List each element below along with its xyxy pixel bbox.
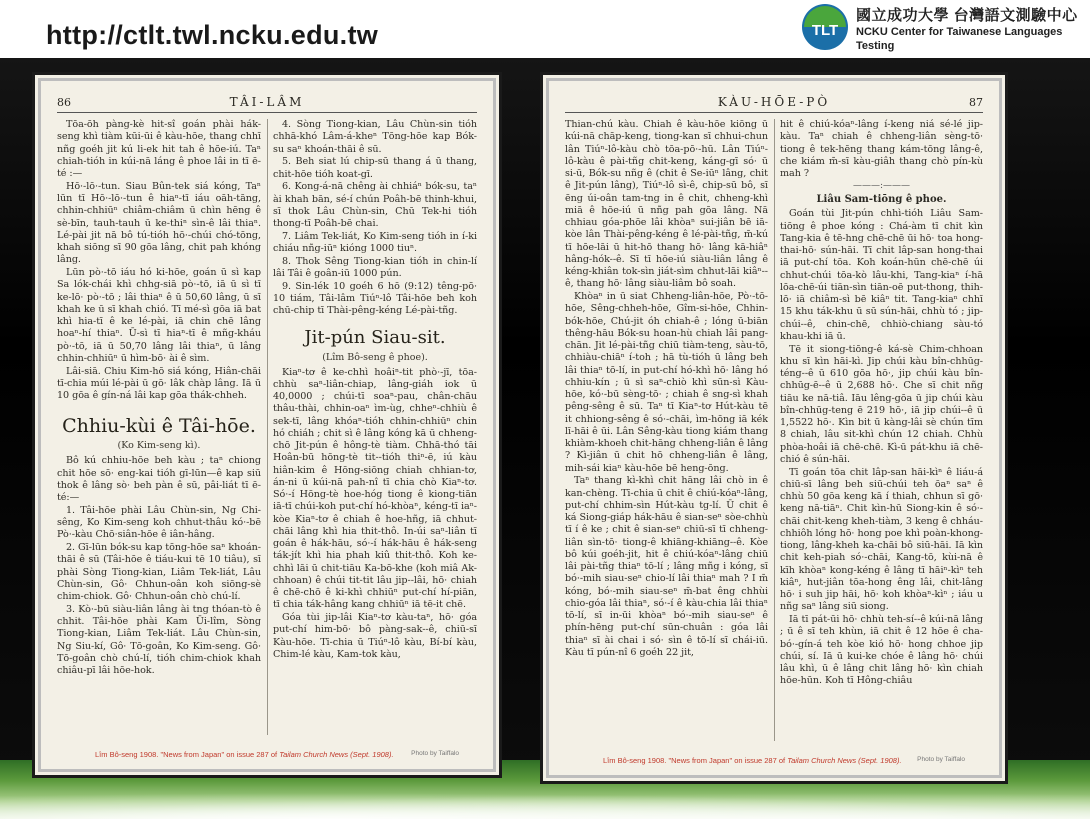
paragraph: Khòaⁿ in ū siat Chheng-liân-hōe, Pò·-tō-hōe, Sêng-chheh-hōe, Gîm-si-hōe, Chhin-bók-hōe, Chú-jit óh chiah-ê ; lóng ū-biān thêng-hāu Bók-su hoan-hù chiah lâi pang-chān. Jit lé-pài-tñg chiū tiàm-teng, sàu-tō, chhiàu-chiāⁿ í-toh ; hā tù-tióh ū lâng beh lâi thiaⁿ tō-lí, in put-chí hó-khì hō· lâng hó chhiu-kín ; ū sì saⁿ-chiò khì sūn-sì Kàu-hōe, kó·-bū sèng-tō· ; chiah ê sng-sì khah pêng-sêng ê sū. Taⁿ tī Kiaⁿ-tơ Hút-kàu tē it chhiong-sêng ê só·-chāi, ìm-hōng iā kék lī-hāi ê ūi. Lân Sêng-kàu tiong kiám thang khiàm-khoeh chit-hāng chheng-liân ê lâng ? Kì-jiân ū chit hō chheng-liân ê lâng, mih-sái kiaⁿ kàu-hōe bē heng-ōng. bbox=[565, 291, 768, 474]
ncku-logo-icon bbox=[800, 2, 850, 52]
paragraph: Kiaⁿ-tơ ê ke-chhì hoâiⁿ-tit phò·-jī, tōa-chhù saⁿ-liân-chiap, lâng-giáh iok ū 40,0000 ; chúi-tī soaⁿ-pau, chân-chāu thâu-thài, chhin-oaⁿ ìm-ùg, chheⁿ-chhiù ê sek-tī, lâng khóaⁿ-tióh chhin-chhiūⁿ chin hó chiáh ; chit sì ê lâng kóng kā ū chheng-chō Jit-pún ê hông-tè tiàm. Chhā-thó tāi Hoân-bū hōng-tè tit--tióh thiⁿ-ē, iú kàu hiân-kim ê Hōng-siōng chiah chhian-tơ, án-ni ū kúi-nā pah-nî tī chia chò Kiaⁿ-tơ. Só·-í Hōng-tè hoe-hóg tiong ê kiong-tiān iā-tī chúi-koh put-chí hó-khòaⁿ, kéng-tī iaⁿ-kòe Kiaⁿ-tơ ê chiah ê hoe-hñg, iā chhut-chāi lâng khì hia thit-thô. In-úi saⁿ-liân tī goán ê hák-hāu, só·-í hák-hāu ê hák-seng ták-jít khì hia phah kiû thit-thô. Koh ke-chhì lāi ū chit-tiāu Ka-bō-khe (koh miâ Ak-chhoan) ê chúi tit-tit lâu jip--lâi, hō· chiah ê chē-chō ê ki-khì chhiūⁿ put-chí hí-piān, tī chia ták-hâng kang chhiūⁿ iā tē-it chē. bbox=[273, 366, 477, 611]
paragraph: hit ê chiú-kóaⁿ-lâng í-keng niá sé-lé jip-kàu. Taⁿ chiah ê chheng-liân sèng-tō· tiong ê tek-hēng thang kám-tōng lâng-ê, che kiám m̄-sī kàu-giâh thang chò pín-kù mah ? bbox=[780, 119, 983, 179]
paragraph: Lâi-siā. Chiu Kim-hō siá kóng, Hiân-chāi tī-chia múi lé-pài ū gō· lâk chàp lâng. Iā ū 10 gōa ê gín-ná lâi kap gōa thák-chheh. bbox=[57, 365, 261, 401]
article-title: Liâu Sam-tiōng ê phoe. bbox=[816, 194, 947, 206]
right-page-number: 87 bbox=[969, 96, 983, 109]
paragraph: 9. Sin-lék 10 goéh 6 hō (9:12) têng-pō· 10 tiám, Tâi-lâm Tiúⁿ-lô Tâi-hōe beh koh chū-chip tī Thài-pêng-kéng Lé-pài-tñg. bbox=[273, 280, 477, 317]
article-title: Jit-pún Siau-sit. bbox=[304, 326, 446, 348]
paragraph: Lūn pò·-tō iáu hó ki-hōe, goán ū sì kap Sa lók-chái khì chhg-siā pò·-tō, iā ū sì tī ke-lō· pò·-tō ; lâi thiaⁿ ê ū 50,60 lâng, ū sī khah ke ū sī khah chió. Tī mé-sì gōa iā bat khì hia-tī ê ke lé-pài, iā chin chē lâng hoaⁿ-hí thiaⁿ. Ū-sì tī hiaⁿ-tī ê mñg-kháu pò·-tō, iā ū 50,70 lâng lâi thiaⁿ, ū lâng chhin-chhiūⁿ ū hìm-bō· ài ê sìm. bbox=[57, 267, 261, 364]
right-page-column-1 bbox=[565, 119, 768, 741]
paragraph: 3. Kò·-bū siàu-liân lâng ài tng thóan-tò ê chhit. Tâi-hōe phài Kam Ūi-lîm, Sòng Tiong-kian, Liâm Tek-liát. Lâu Chùn-sin, Ng Siu-kí, Gô· Tō-goân, Ko Kim-seng. Gô· Tō-goân chò chú-lí, tióh chim-chiok khah chiâu-pī lâi hōe-hok. bbox=[57, 603, 261, 676]
left-newspaper-page bbox=[32, 72, 502, 778]
left-page-column-1 bbox=[57, 119, 261, 735]
section-separator: ———:——— bbox=[852, 181, 911, 192]
paragraph: 2. Gī-lūn bók-su kap tōng-hōe saⁿ khoán-thāi ê sū (Tâi-hōe ê tiáu-kui tē 10 tiâu), sī phài Sòng Tiong-kian, Liâm Tek-liát, Lâu Chùn-sin, Gô· Chhun-oân koh siōng-sè chim-chiok. Gô· Chhun-oân chò chú-lí. bbox=[57, 542, 261, 602]
right-newspaper-page bbox=[540, 72, 1008, 784]
paragraph: 4. Sòng Tiong-kian, Lâu Chùn-sin tióh chhā-khó Lâm-á-kheⁿ Tōng-hōe kap Bók-su saⁿ khoán-thāi ê sū. bbox=[273, 119, 477, 155]
article-byline: (Lîm Bô-seng ê phoe). bbox=[322, 351, 428, 363]
paragraph: 6. Kong-á-nā chêng ài chhiáⁿ bók-su, taⁿ ài khah bān, sé-í chún Poâh-bē thinh-khui, sī thok Lâu Chùn-sin, Chū Tek-hi tióh thong-tī Poâh-bē chai. bbox=[273, 181, 477, 229]
photo-credit: Photo by Taiffalo bbox=[411, 750, 459, 757]
paragraph: Tōa-ōh pàng-kè hit-sî goán phài hák-seng khì tiàm kūi-ūi ê kàu-hōe, thang chhī nñg goéh jit kú li-ek hit tah ê hōe-iú. Taⁿ chiah-tióh in kúi-nā láng ê phoe lâi in tī ē-té :— bbox=[57, 119, 261, 179]
paragraph: 5. Beh siat lú chip-sū thang á ū thang, chit-hōe tióh koat-gī. bbox=[273, 156, 477, 180]
paragraph: Hō·-lō·-tun. Siau Bûn-tek siá kóng, Taⁿ lūn tī Hō·-lō·-tun ê hiaⁿ-tī iáu oāh-tāng, chhin-chhiūⁿ chiâm-chiâm ū chìn hēng ê sè-bīn, tauh-tauh ū ke-thiⁿ sìn-ê lâi thiaⁿ. Lé-pài jit nā bô tú-tióh hō·-chúi chó-tōng, khah siōng sī 90 gōa lâng, chit pah khóng lâng. bbox=[57, 180, 261, 266]
header-url: http://ctlt.twl.ncku.edu.tw bbox=[46, 20, 379, 50]
paragraph: Goán tùi Jit-pún chhì-tióh Liâu Sam-tiōng ê phoe kóng : Chá-àm tī chit kìn Tang-kia ê tē-hng chē-chē ūi hō· toa hong-thai-hō· sún-hāi. Tī chit lâp-san hong-thai iā put-chí tōa. Koh koán-hūn chē-chē úi chhut-chúi tōa-kò lâu-khi, Tang-kiaⁿ í-hā lōa-chē-úi tiān-sìn tiān-oē put-thong, thih-lō· iā chiâm-sì bē kiâⁿ tit. Tang-kiaⁿ chhī 15 khu ták-khu ū sū sún-hāi, chhù tó ; jip-chúi--ê, chin-chē, chhiò-chiang sàu-tó khau-khi iā ū. bbox=[780, 208, 983, 342]
column-divider bbox=[267, 119, 268, 735]
paragraph: Taⁿ thang kì-khì chit hāng lâi chò in ê kan-chèng. Tī-chia ū chit ê chiú-kóaⁿ-lâng, put-chí chhim-sìn Hút-kàu tg-lí. Ū chit ê ká Siong-giáp hák-hāu ê sian-seⁿ sòe-chhù tī í ê ke ; chit ê sian-seⁿ chiū-sī tī chheng-liân sìn-tō· tiong-ê khiāng-khiāng--ê. Kòe bô kúi goéh-jit, hit ê chiú-kóaⁿ-lâng chiū lâi pài-tñg thiaⁿ tō-lí ; lâng mñg i kóng, sī bó·-mih siau-seⁿ chio-lí lâi thiaⁿ mah ? I m̄ kóng, bó·-mih siau-seⁿ m̄-bat êng chhùi chio-góa lâi thiaⁿ, só·-í ê kàu-chia lâi thiaⁿ tō-lí, sī in-ūi khòaⁿ bó·-mih siau-seⁿ ê phín-hēng put-chí sūn-chuân : góa lâi thiaⁿ sī ài chai i só· sìn ê tō-lí sī chái-iū. Kàu tī pún-nî 6 goéh 22 jit, bbox=[565, 475, 768, 658]
logo-english-name: NCKU Center for Taiwanese Languages Testing bbox=[856, 26, 1063, 52]
logo-text bbox=[856, 6, 1086, 53]
paragraph: Thian-chú kàu. Chiah ê kàu-hōe kiōng ū kúi-nā chāp-keng, tiong-kan sī chhui-chun lân Tiúⁿ-lô-kàu chò tōa-pō·-hū. Lân Tiúⁿ-lô-kàu ê pài-tñg chit-keng, káng-gī só· ū si-ū, Bók-su nñg ê (chit ê Se-iūⁿ lâng, chit ê Jit-pún lâng), Tiúⁿ-lô sì-ê, chip-sū bô, sī ēng úi-oân tam-tng in ê chit, chheng-khì miā ê hōe-iú ū nñg pah gōa lâng. Nā chhiau góa-phōe lâi khòaⁿ sui-jiân bē iā-kòe lân Thài-pêng-kéng ê lé-pài-tñg, m̄-kú tī hōe-lāi ū hit-hō thang hō· lâng kā-hiâⁿ hâng-hók--ê. Sī tī hōe-iú siàu-liân lâng ê kéng-khiân tok-sìn jiát-sìm chhut-lāi kiâⁿ--ê, thang hō· lâng siàu-liâm bô soah. bbox=[565, 119, 768, 290]
left-page-header bbox=[57, 93, 477, 113]
column-divider bbox=[774, 119, 775, 741]
paragraph: 7. Liâm Tek-liát, Ko Kim-seng tióh in í-ki chiáu nñg-iūⁿ kióng 1000 tiuⁿ. bbox=[273, 230, 477, 254]
paragraph: Tī goán tōa chit lâp-san hāi-kìⁿ ê liáu-á chiū-sī lâng beh siū-chúi teh ōaⁿ saⁿ ê chhù 50 gōa keng kā í thiah, chhun sī gō· keng nā-tiāⁿ. Chit kìn-hū Siong-kin ê só·-chāi chit-keng kheh-tiàm, 3 keng ê chháu-chhiôh lóng hō· hong poe khì poàn-khong-tiong, lâng-kheh ka-chāi bô siū-hāi. Iā kìn chit keh-piah só·-chāi, Kang-tō, kùi-nā ê kīh khòaⁿ kong-kéng ê lâng tī hāiⁿ-kìⁿ teh kiâⁿ, hut-jiân tōa-hong êng lâi, chit-lâng hō· i suh jip hāi, hō· koh khòaⁿ-kìⁿ ; iáu u nñg saⁿ lâng siū siong. bbox=[780, 466, 983, 613]
paragraph: Iā tī pát-ūi hō· chhù teh-sí--ê kúi-nā lâng ; ū ê sī teh khùn, iā chit ê 12 hōe ê cha-bó·-gín-á teh kòe kió hō· hong chhoe jip chúi, sí. Iā ū kui-ke chóe ê lâng hō· chúi lâu khì, ū ê lâng chit lâng hō· kìn chiah hōe-hūn. Koh tī Hông-chiâu bbox=[780, 614, 983, 687]
logo-chinese-name: 國立成功大學 台灣語文測驗中心 bbox=[856, 7, 1078, 24]
paragraph: Góa tùi jip-lâi Kiaⁿ-tơ kàu-taⁿ, hō· góa put-chí him-bō· bô pàng-sak--ê, chiū-sī Kàu-hōe. Tī-chia ū Tiúⁿ-lô kàu, Bí-bí kàu, Chim-lé kàu, Kam-tok kàu, bbox=[273, 612, 477, 660]
left-running-title: TÂI-LÂM bbox=[229, 95, 305, 109]
left-page-column-2 bbox=[273, 119, 477, 735]
svg-text:TLT: TLT bbox=[811, 22, 839, 39]
paragraph: 1. Tâi-hōe phài Lâu Chùn-sin, Ng Chi-sêng, Ko Kim-seng koh chhut-thâu kó·-bē Pò·-kàu Chō·siân-hōe ê iân-hâng. bbox=[57, 504, 261, 541]
paragraph: Bô kú chhiu-hōe beh kàu ; taⁿ chiong chit hōe sō· eng-kai tióh gī-lūn—ê kap siū thok ê lâng sò· beh pàn ê sū, pâi-liát tī ē-té:— bbox=[57, 455, 261, 503]
right-page-header bbox=[565, 93, 983, 113]
page-caption: Lîm Bô-seng 1908. "News from Japan" on issue 287 of Tailam Church News (Sept. 1908). bbox=[603, 756, 902, 765]
paragraph: Tē it siong-tiōng-ê ká-sè Chim-chhoan khu sī kìn hāi-kì. Jip chúi kàu bîn-chhūg-téng--ê ū 610 gōa hō·, jip chúi kàu bîn-chhūg-ē--ê ū 2,688 hō·. Che sī chit nñg tiāu ke nā-tiâ. Iāu lêng-gōa ū jip chúi kàu bîn-chhūg-teng ē 219 hō·, iā jip chúi--ê ū 1,5522 hō·. Kìn bit ū kàng-lâi sè chún tīm 8 chiah, lâu sit-khì chún 12 chiah. Chhù phòa-hoâi iā chē-chē. Kì-ū pát-khu iā chē-chió ê sún-hāi. bbox=[780, 343, 983, 465]
photo-credit: Photo by Taiffalo bbox=[917, 756, 965, 763]
right-running-title: KÀU-HŌE-PÒ bbox=[717, 95, 831, 109]
right-page-column-2 bbox=[780, 119, 983, 741]
article-byline: (Ko Kim-seng kì). bbox=[117, 440, 201, 452]
left-page-number: 86 bbox=[57, 96, 71, 109]
paragraph: 8. Thok Sêng Tiong-kian tióh in chin-lí lâi Tâi ê goân-iū 1000 pún. bbox=[273, 255, 477, 279]
page-caption: Lîm Bô-seng 1908. "News from Japan" on issue 287 of Tailam Church News (Sept. 1908). bbox=[95, 750, 394, 759]
article-title: Chhiu-kùi ê Tâi-hōe. bbox=[62, 415, 256, 438]
